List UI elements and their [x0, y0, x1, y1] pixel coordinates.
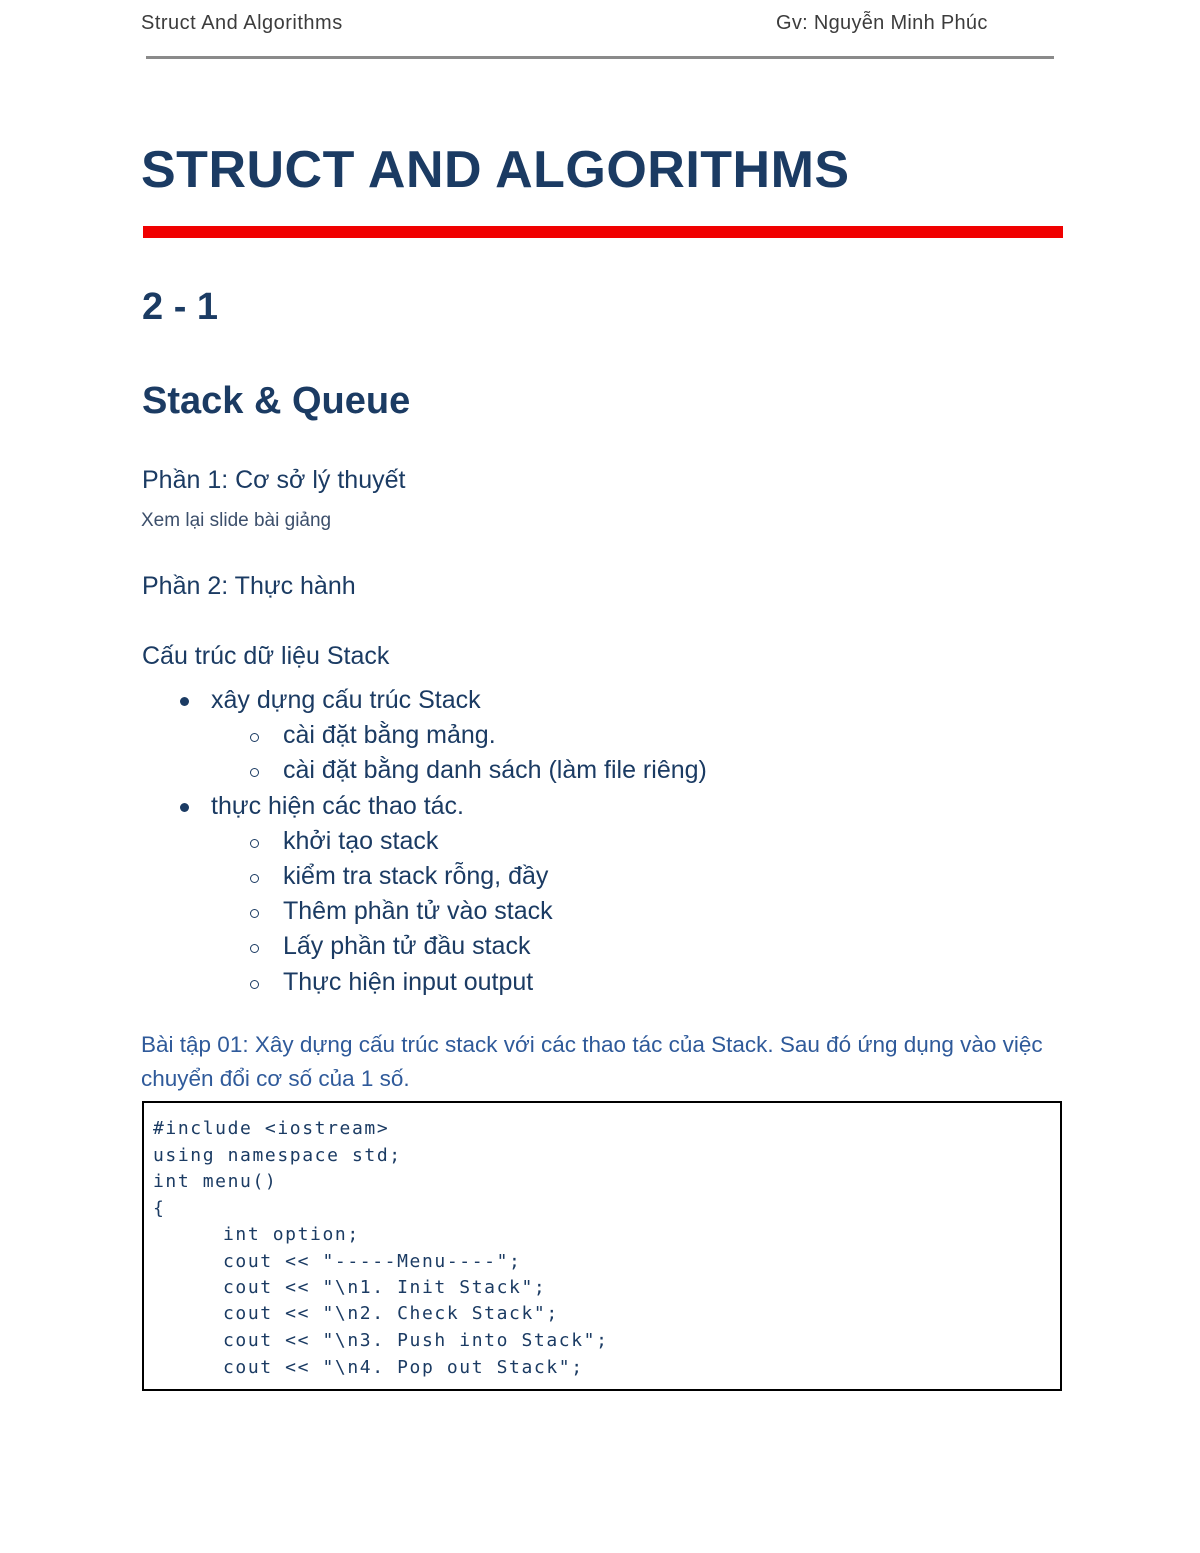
- code-line: cout << "\n2. Check Stack";: [223, 1303, 559, 1324]
- header-course: Struct And Algorithms: [141, 12, 343, 34]
- bullet-circle-icon: [250, 909, 259, 918]
- list-subitem: [283, 897, 553, 926]
- list-subitem-label: kiểm tra stack rỗng, đầy: [283, 862, 549, 890]
- code-line: int menu(): [153, 1171, 278, 1192]
- part-1-heading: Phần 1: Cơ sở lý thuyết: [142, 466, 406, 494]
- lesson-number: 2 - 1: [142, 286, 219, 328]
- code-line: {: [153, 1198, 166, 1219]
- list-subitem: [283, 968, 533, 997]
- list-subitem-label: Lấy phần tử đầu stack: [283, 932, 531, 960]
- code-line: using namespace std;: [153, 1145, 402, 1166]
- list-item-label: thực hiện các thao tác.: [211, 792, 464, 820]
- stack-section-heading: Cấu trúc dữ liệu Stack: [142, 642, 390, 670]
- list-subitem: [283, 862, 548, 891]
- document-title: STRUCT AND ALGORITHMS: [141, 141, 850, 199]
- code-line: cout << "\n1. Init Stack";: [223, 1277, 547, 1298]
- code-block: [142, 1101, 1062, 1391]
- header-divider: [146, 56, 1054, 59]
- part-1-note: Xem lại slide bài giảng: [141, 510, 332, 531]
- list-item-label: xây dựng cấu trúc Stack: [211, 686, 481, 714]
- bullet-circle-icon: [250, 768, 259, 777]
- bullet-dot-icon: [180, 803, 189, 812]
- list-subitem: [283, 756, 707, 785]
- list-subitem: [283, 721, 496, 750]
- exercise-text: Bài tập 01: Xây dựng cấu trúc stack với các thao tác của Stack. Sau đó ứng dụng vào việc chuyển đổi cơ số của 1 số.: [141, 1032, 1043, 1091]
- list-subitem-label: Thêm phần tử vào stack: [283, 897, 553, 925]
- code-line: cout << "\n4. Pop out Stack";: [223, 1357, 584, 1378]
- list-item: [211, 686, 481, 715]
- header-instructor: Gv: Nguyễn Minh Phúc: [776, 12, 988, 34]
- bullet-circle-icon: [250, 874, 259, 883]
- list-subitem-label: cài đặt bằng danh sách (làm file riêng): [283, 756, 707, 784]
- list-subitem-label: khởi tạo stack: [283, 827, 439, 855]
- bullet-dot-icon: [180, 697, 189, 706]
- list-subitem-label: Thực hiện input output: [283, 968, 534, 996]
- code-line: cout << "\n3. Push into Stack";: [223, 1330, 609, 1351]
- bullet-circle-icon: [250, 839, 259, 848]
- list-subitem: [283, 932, 530, 961]
- code-line: #include <iostream>: [153, 1118, 390, 1139]
- code-line: cout << "-----Menu----";: [223, 1251, 522, 1272]
- list-subitem-label: cài đặt bằng mảng.: [283, 721, 496, 749]
- lesson-topic: Stack & Queue: [142, 380, 411, 422]
- list-subitem: [283, 827, 438, 856]
- list-item: [211, 792, 464, 821]
- code-line: int option;: [223, 1224, 360, 1245]
- title-divider: [143, 226, 1063, 238]
- bullet-circle-icon: [250, 733, 259, 742]
- part-2-heading: Phần 2: Thực hành: [142, 572, 356, 600]
- bullet-circle-icon: [250, 980, 259, 989]
- bullet-circle-icon: [250, 944, 259, 953]
